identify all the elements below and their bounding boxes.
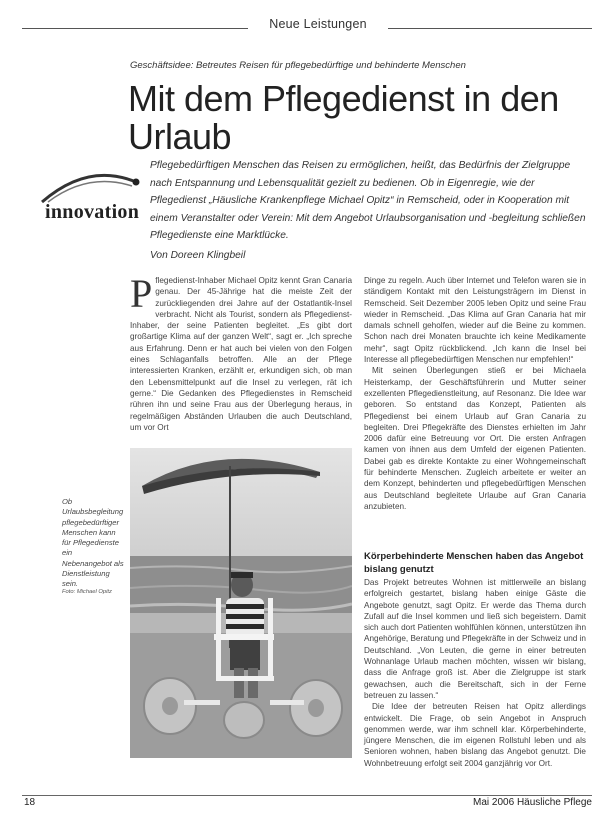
drop-cap: P: [130, 271, 153, 316]
section-label: Neue Leistungen: [248, 17, 388, 31]
body-text: flegedienst-Inhaber Michael Opitz kennt Gran Canaria genau. Der 45-Jährige hat die meiste Zeit der zurückliegenden drei Jahre auf der Ostatlantik-Insel verbracht. Nicht als Tourist, sondern als Pflegedienst-Inhaber, der seine Patienten begleitet. „Es gibt dort großartige Klima auf der ganzen Welt“, sagt er. „Ich spreche aus Erfahrung. Denn er hat auch bei vielen von den Folgen eines Schlaganfalls betroffen. Alle an der Pflege interessierten Kranken, erzählt er, erkundigen sich, ob man den Lebensmittelpunkt auf die Insel zu verlegen, rät ich gerne.“ Die Gedanken des Pflegedienstes in Remscheid rühren ihn und seine Frau aus der Überlegung heraus, in regelmäßigen Abständen Urlauben die auch Deutschland, um vor Ort: [130, 276, 352, 432]
article-intro: Pflegebedürftigen Menschen das Reisen zu ermöglichen, heißt, das Bedürfnis der Zielgruppe nach Entspannung und Lebensqualität gezielt zu bedienen. Ob in Eigenregie, wie der Pflegedienst „Häusliche Krankenpflege Michael Opitz“ in Remscheid, oder in Kooperation mit einem Veranstalter oder Verein: Mit dem Angebot Urlaubsorganisation und -begleitung schließen Pflegedienste eine Marktlücke.: [150, 160, 586, 241]
photo-credit: Foto: Michael Opitz: [62, 589, 112, 595]
article-photo: [130, 448, 352, 758]
innovation-logo: innovation: [45, 201, 140, 223]
body-paragraph: [130, 271, 352, 433]
body-paragraph: Das Projekt betreutes Wohnen ist mittlerweile an bislang erfolgreich gestartet, bislang haben einige Gäste die Angebote genutzt, sagt Opitz. Er werde das Thema durch Zufall auf die Insel kommen und ließ sich begeistern. Damit sich auch dort Patienten wohlfühlen können, unterstützen ihn Angehörige, Beratung und Pflegekräfte in der Schweiz und in Deutschland. „Von Leuten, die gerne in einer betreuten Wohnanlage Urlaub machen möchten, wissen wir bislang, dass die Anfrage groß ist. Aber die Zielgruppe ist stark gewachsen, auch die Bereitschaft, sich in der Ferne betreuen zu lassen.“: [364, 578, 586, 700]
page-number: 18: [24, 797, 36, 808]
article-author: Von Doreen Klingbeil: [150, 250, 246, 261]
body-paragraph: Dinge zu regeln. Auch über Internet und Telefon waren sie in ständigem Kontakt mit den Leistungsträgern im Dienst in Remscheid. Seit Dezember 2005 leben Opitz und seine Frau wieder in Remscheid. „Das Klima auf Gran Canaria hat mir damals schnell geholfen, wieder auf die Beine zu kommen. Schon nach drei Monaten brauchte ich keine Medikamente mehr“, sagt Opitz rückblickend. „Ich kann die Insel bei Interesse all pflegebedürftigen Menschen nur empfehlen!“: [364, 276, 586, 365]
body-paragraph: Mit seinen Überlegungen stieß er bei Michaela Heisterkamp, der Geschäftsführerin und Mutter seiner exzellenten Pflegedienstleitung, auf Resonanz. Die Idee war geboren. So entstand das Konzept, Patienten als Pflegedienst bei einem Urlaub auf Gran Canaria zu begleiten. Drei Pflegekräfte des Dienstes erhielten im Jahr 2006 dafür eine Betreuung vor Ort. Die ersten Anfragen kamen von ihnen aus dem Umfeld der eigenen Patienten. Dabei gab es direkte Kontakte zu einer Wohngemeinschaft für behinderte Menschen. Zugleich arbeitete er weiter an dem Konzept, behinderten und pflegebedürftigen Menschen aus Deutschland begleitete Urlaube auf Gran Canaria anzubieten.: [364, 366, 586, 511]
body-column-right: [364, 275, 586, 512]
header-rule-left: [22, 28, 248, 29]
header-rule-right: [388, 28, 592, 29]
body-column-left: [130, 271, 352, 433]
article-title: Mit dem Pflegedienst in den Urlaub: [128, 78, 559, 157]
beach-wheelchair-photo: [130, 448, 352, 758]
body-paragraph: Die Idee der betreuten Reisen hat Opitz allerdings entwickelt. Die Frage, ob sein Angebot in Anspruch genommen werde, war ihm schnell klar. Körperbehinderte, jüngere Menschen, die im eigenen Rollstuhl leben und als Senioren wohnen, haben bislang das Angebot genutzt. Die Wohnbetreuung erfolgt seit 2004 ganzjährig vor Ort.: [364, 702, 586, 768]
article-subheading: Körperbehinderte Menschen haben das Angebot bislang genutzt: [364, 551, 584, 575]
magazine-footer: Mai 2006 Häusliche Pflege: [467, 797, 592, 808]
photo-caption: Ob Urlaubsbegleitung pflegebedürftiger Menschen kann für Pflegedienste ein Nebenangebot als Dienstleistung sein.: [62, 497, 124, 589]
article-kicker: Geschäftsidee: Betreutes Reisen für pflegebedürftige und behinderte Menschen: [130, 60, 466, 71]
footer-rule: [22, 795, 592, 796]
body-column-right-lower: [364, 577, 586, 769]
innovation-logo-arc-icon: [40, 168, 140, 204]
